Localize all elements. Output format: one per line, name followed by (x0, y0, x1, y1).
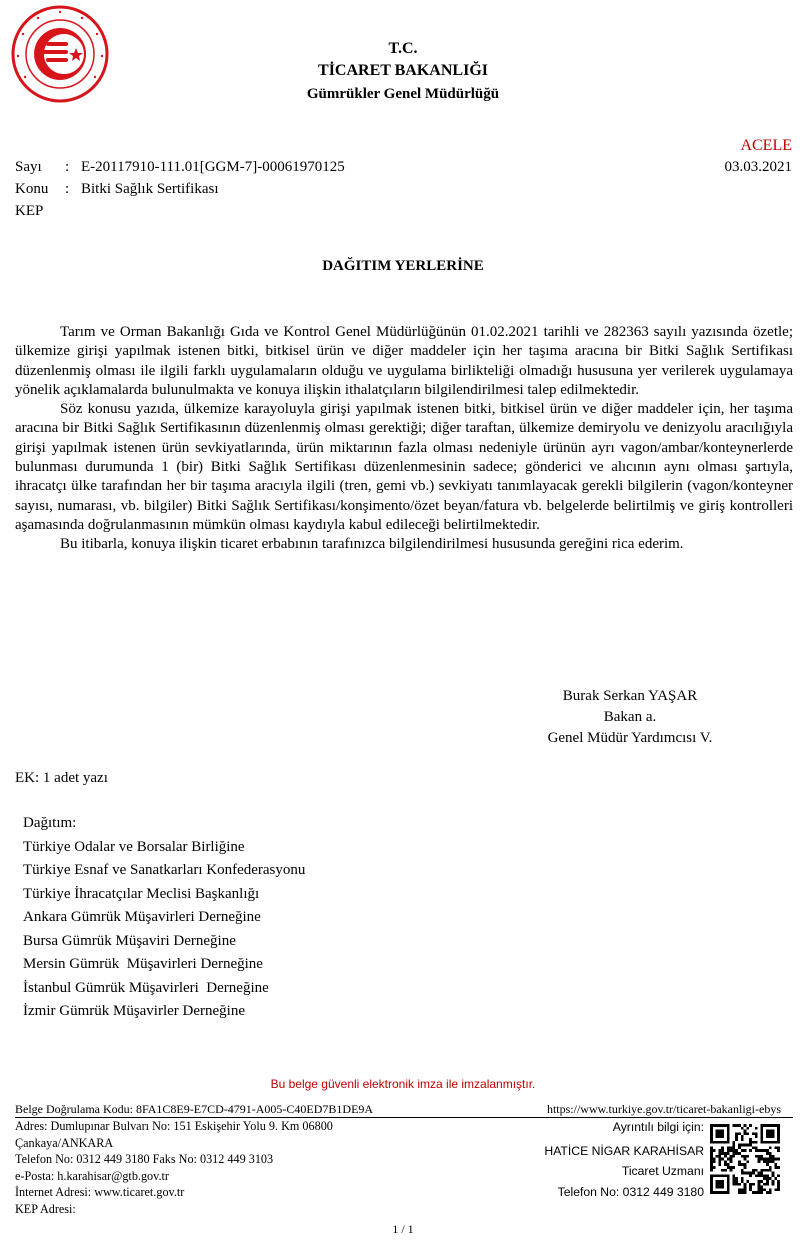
page-number: 1 / 1 (392, 1222, 414, 1236)
kep-address: KEP Adresi: (15, 1201, 76, 1216)
kep-label: KEP (15, 203, 44, 219)
document-date: 03.03.2021 (724, 159, 792, 175)
konu-colon: : (65, 181, 70, 197)
header-tc: T.C. (388, 40, 418, 57)
list-item: İstanbul Gümrük Müşavirleri Derneğine (23, 979, 269, 996)
distribution-list (23, 812, 305, 1024)
signatory-line2: Bakan a. (603, 709, 657, 725)
sayi-label: Sayı (15, 159, 42, 175)
priority-label: ACELE (740, 137, 792, 154)
distribution-title: Dağıtım: (23, 815, 77, 831)
list-item: Bursa Gümrük Müşaviri Derneğine (23, 932, 236, 949)
signatory-name: Burak Serkan YAŞAR (562, 688, 698, 704)
sayi-value: E-20117910-111.01[GGM-7]-00061970125 (81, 159, 345, 175)
header-directorate: Gümrükler Genel Müdürlüğü (306, 86, 500, 102)
address-line-1: Adres: Dumlupınar Bulvarı No: 151 Eskişehir Yolu 9. Km 06800 (15, 1119, 333, 1133)
contact-phone: Telefon No: 0312 449 3180 (557, 1184, 704, 1199)
sayi-row (15, 159, 345, 176)
list-item: Mersin Gümrük Müşavirleri Derneğine (23, 956, 263, 972)
signatory-title: Genel Müdür Yardımcısı V. (547, 730, 713, 746)
verification-bar (15, 1102, 793, 1118)
list-item: İzmir Gümrük Müşavirler Derneğine (23, 1003, 246, 1019)
body-paragraph-2: Söz konusu yazıda, ülkemize karayoluyla girişi yapılmak istenen bitki, bitkisel ürün ve diğer maddeler için, her taşıma aracına bir Bitki Sağlık Sertifikasının düzenlenmiş olması gerektiği; diğer taraftan, ülkemize demiryolu ve denizyolu aracılığıyla girişi yapılmak istenen ürün sevkiyatlarında, ürün miktarının fazla olması nedeniyle ürünün ayrı vagon/ambar/konteynerlerde bulunması durumunda 1 (bir) Bitki Sağlık Sertifikası düzenlenmesinin sadece; gönderici ve alıcının aynı olması şartıyla, ihracatçı ülke tarafından her bir taşıma aracıyla ilgili (tren, gemi vb.) sevkiyatı tanımlayacak gerekli bilgilerin (vagon/konteyner sayısı, numarası, vb. bilgiler) Bitki Sağlık Sertifikası/konşimento/özet beyan/fatura vb. belgelerde belirtilmiş ve giriş kontrolleri aşamasında doğrulanmasının mümkün olması kaydıyla kabul edileceği belirtilmektedir. (15, 401, 793, 533)
signature-block (500, 686, 760, 749)
addressee-title: DAĞITIM YERLERİNE (322, 258, 484, 274)
attachment-note: EK: 1 adet yazı (15, 770, 108, 786)
letter-body (15, 323, 793, 555)
konu-value: Bitki Sağlık Sertifikası (81, 181, 219, 197)
konu-label: Konu (15, 181, 49, 197)
email[interactable]: e-Posta: h.karahisar@gtb.gov.tr (15, 1168, 169, 1183)
verification-code: Belge Doğrulama Kodu: 8FA1C8E9-E7CD-4791-A005-C40ED7B1DE9A (15, 1102, 374, 1116)
contact-block (484, 1119, 704, 1200)
esign-notice: Bu belge güvenli elektronik imza ile imzalanmıştır. (270, 1077, 536, 1091)
contact-title: Ticaret Uzmanı (621, 1164, 704, 1178)
list-item: Türkiye Esnaf ve Sanatkarları Konfederasyonu (23, 862, 306, 878)
contact-label: Ayrıntılı bilgi için: (612, 1120, 704, 1134)
website[interactable]: İnternet Adresi: www.ticaret.gov.tr (15, 1185, 185, 1199)
header-ministry: TİCARET BAKANLIĞI (318, 62, 488, 79)
konu-row (15, 181, 219, 198)
verification-url[interactable]: https://www.turkiye.gov.tr/ticaret-bakanligi-ebys (546, 1102, 781, 1116)
address-line-2: Çankaya/ANKARA (15, 1135, 114, 1150)
sayi-colon: : (65, 159, 70, 175)
list-item: Ankara Gümrük Müşavirleri Derneğine (23, 909, 261, 925)
footer-address-block (15, 1118, 333, 1217)
body-paragraph-1: Tarım ve Orman Bakanlığı Gıda ve Kontrol Genel Müdürlüğünün 01.02.2021 tarihli ve 282363 sayılı yazısında özetle; ülkemize girişi yapılmak istenen bitki, bitkisel ürün ve diğer maddeler için her taşıma aracına bir Bitki Sağlık Sertifikası düzenlenmiş olması ile ilgili farklı uygulamaların olduğu ve uygulama birlikteliği olmadığı hususuna yer verilerek uygulamaya yönelik açıklamalarda bulunulmakta ve konuya ilişkin ithalatçıların bilgilendirilmesi talep edilmektedir. (15, 324, 793, 398)
list-item: Türkiye İhracatçılar Meclisi Başkanlığı (23, 885, 260, 902)
qr-code-icon (710, 1124, 780, 1194)
phone-fax: Telefon No: 0312 449 3180 Faks No: 0312 449 3103 (15, 1152, 274, 1166)
list-item: Türkiye Odalar ve Borsalar Birliğine (23, 838, 245, 855)
contact-name: HATİCE NİGAR KARAHİSAR (544, 1143, 704, 1158)
body-paragraph-3: Bu itibarla, konuya ilişkin ticaret erbabının tarafınızca bilgilendirilmesi hususunda gereğini rica ederim. (60, 536, 684, 553)
